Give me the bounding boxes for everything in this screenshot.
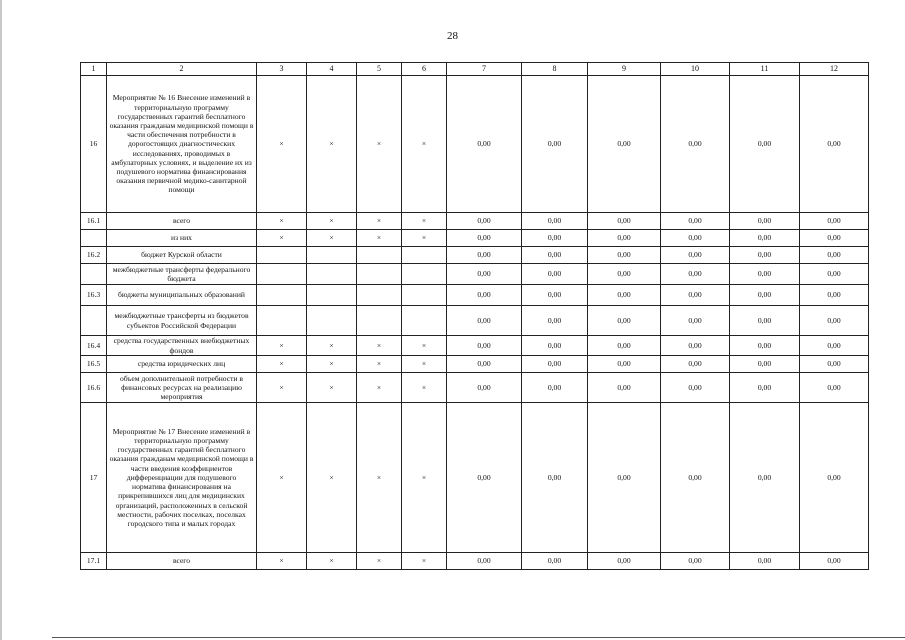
cell-col3 xyxy=(257,264,307,285)
header-cell: 7 xyxy=(447,63,522,76)
row-number xyxy=(81,264,107,285)
cell-col11: 0,00 xyxy=(730,553,800,570)
bottom-rule xyxy=(52,637,905,638)
header-cell: 2 xyxy=(107,63,257,76)
cell-col10: 0,00 xyxy=(661,213,730,230)
table-row xyxy=(81,553,869,570)
header-cell: 3 xyxy=(257,63,307,76)
cell-col7: 0,00 xyxy=(447,306,522,336)
cell-col5 xyxy=(357,264,402,285)
cell-col5: × xyxy=(357,553,402,570)
row-description: бюджеты муниципальных образований xyxy=(107,285,257,306)
cell-col8: 0,00 xyxy=(522,373,588,403)
cell-col11: 0,00 xyxy=(730,213,800,230)
cell-col7: 0,00 xyxy=(447,336,522,356)
cell-col12: 0,00 xyxy=(800,247,869,264)
cell-col6: × xyxy=(402,230,447,247)
cell-col3 xyxy=(257,306,307,336)
cell-col12: 0,00 xyxy=(800,356,869,373)
row-number: 16.6 xyxy=(81,373,107,403)
cell-col9: 0,00 xyxy=(588,264,661,285)
cell-col3: × xyxy=(257,553,307,570)
cell-col6 xyxy=(402,306,447,336)
scan-left-edge xyxy=(0,0,2,640)
cell-col8: 0,00 xyxy=(522,264,588,285)
table-row xyxy=(81,373,869,403)
row-description: объем дополнительной потребности в финансовых ресурсах на реализацию мероприятия xyxy=(107,373,257,403)
row-description: средства юридических лиц xyxy=(107,356,257,373)
cell-col4 xyxy=(307,306,357,336)
header-cell: 10 xyxy=(661,63,730,76)
table-row xyxy=(81,264,869,285)
row-description: всего xyxy=(107,213,257,230)
cell-col8: 0,00 xyxy=(522,285,588,306)
cell-col3: × xyxy=(257,230,307,247)
cell-col4: × xyxy=(307,230,357,247)
cell-col4: × xyxy=(307,76,357,213)
cell-col6: × xyxy=(402,213,447,230)
table-row xyxy=(81,213,869,230)
cell-col9: 0,00 xyxy=(588,306,661,336)
cell-col12: 0,00 xyxy=(800,553,869,570)
header-cell: 5 xyxy=(357,63,402,76)
cell-col4 xyxy=(307,264,357,285)
cell-col4 xyxy=(307,285,357,306)
cell-col11: 0,00 xyxy=(730,356,800,373)
cell-col12: 0,00 xyxy=(800,285,869,306)
row-number: 16 xyxy=(81,76,107,213)
cell-col5: × xyxy=(357,213,402,230)
cell-col12: 0,00 xyxy=(800,403,869,553)
cell-col6 xyxy=(402,285,447,306)
cell-col11: 0,00 xyxy=(730,247,800,264)
header-cell: 12 xyxy=(800,63,869,76)
header-cell: 6 xyxy=(402,63,447,76)
cell-col5: × xyxy=(357,373,402,403)
cell-col3: × xyxy=(257,336,307,356)
cell-col11: 0,00 xyxy=(730,306,800,336)
cell-col10: 0,00 xyxy=(661,553,730,570)
cell-col12: 0,00 xyxy=(800,264,869,285)
cell-col9: 0,00 xyxy=(588,230,661,247)
cell-col8: 0,00 xyxy=(522,336,588,356)
header-cell: 9 xyxy=(588,63,661,76)
cell-col7: 0,00 xyxy=(447,285,522,306)
cell-col5 xyxy=(357,285,402,306)
cell-col7: 0,00 xyxy=(447,553,522,570)
row-number: 16.3 xyxy=(81,285,107,306)
cell-col8: 0,00 xyxy=(522,356,588,373)
cell-col8: 0,00 xyxy=(522,403,588,553)
cell-col8: 0,00 xyxy=(522,306,588,336)
cell-col3: × xyxy=(257,356,307,373)
cell-col5: × xyxy=(357,403,402,553)
cell-col4: × xyxy=(307,403,357,553)
cell-col9: 0,00 xyxy=(588,403,661,553)
row-number: 17 xyxy=(81,403,107,553)
cell-col8: 0,00 xyxy=(522,247,588,264)
cell-col9: 0,00 xyxy=(588,76,661,213)
cell-col9: 0,00 xyxy=(588,247,661,264)
cell-col6: × xyxy=(402,76,447,213)
cell-col3 xyxy=(257,285,307,306)
cell-col9: 0,00 xyxy=(588,213,661,230)
cell-col11: 0,00 xyxy=(730,403,800,553)
cell-col7: 0,00 xyxy=(447,356,522,373)
cell-col3: × xyxy=(257,213,307,230)
cell-col10: 0,00 xyxy=(661,373,730,403)
cell-col10: 0,00 xyxy=(661,230,730,247)
cell-col7: 0,00 xyxy=(447,403,522,553)
cell-col11: 0,00 xyxy=(730,264,800,285)
cell-col11: 0,00 xyxy=(730,76,800,213)
cell-col10: 0,00 xyxy=(661,306,730,336)
cell-col6 xyxy=(402,264,447,285)
cell-col6: × xyxy=(402,336,447,356)
cell-col8: 0,00 xyxy=(522,76,588,213)
table-row xyxy=(81,403,869,553)
cell-col11: 0,00 xyxy=(730,285,800,306)
cell-col7: 0,00 xyxy=(447,213,522,230)
table-row xyxy=(81,356,869,373)
cell-col4: × xyxy=(307,356,357,373)
cell-col9: 0,00 xyxy=(588,336,661,356)
row-description: Мероприятие № 17 Внесение изменений в территориальную программу государственных гарантий бесплатного оказания гражданам медицинской помощи в части введения коэффициентов дифференциации для подушевого норматива финансирования на прикрепившихся лиц для медицинских организаций, расположенных в сельской местности, рабочих поселках, поселках городского типа и малых городах xyxy=(107,403,257,553)
cell-col12: 0,00 xyxy=(800,213,869,230)
table-row xyxy=(81,230,869,247)
budget-table xyxy=(80,62,869,570)
cell-col8: 0,00 xyxy=(522,213,588,230)
cell-col10: 0,00 xyxy=(661,76,730,213)
cell-col6: × xyxy=(402,373,447,403)
cell-col7: 0,00 xyxy=(447,247,522,264)
table-row xyxy=(81,76,869,213)
cell-col3: × xyxy=(257,373,307,403)
cell-col10: 0,00 xyxy=(661,247,730,264)
cell-col9: 0,00 xyxy=(588,373,661,403)
row-number: 16.1 xyxy=(81,213,107,230)
table-row xyxy=(81,336,869,356)
cell-col12: 0,00 xyxy=(800,306,869,336)
cell-col8: 0,00 xyxy=(522,553,588,570)
table-row xyxy=(81,306,869,336)
row-description: межбюджетные трансферты федерального бюджета xyxy=(107,264,257,285)
cell-col5: × xyxy=(357,76,402,213)
row-number xyxy=(81,230,107,247)
cell-col12: 0,00 xyxy=(800,76,869,213)
cell-col5 xyxy=(357,247,402,264)
cell-col9: 0,00 xyxy=(588,285,661,306)
cell-col10: 0,00 xyxy=(661,403,730,553)
header-cell: 11 xyxy=(730,63,800,76)
page-number: 28 xyxy=(447,30,458,42)
row-number: 16.5 xyxy=(81,356,107,373)
cell-col3: × xyxy=(257,76,307,213)
cell-col6: × xyxy=(402,403,447,553)
column-number-header xyxy=(81,63,869,76)
row-description: из них xyxy=(107,230,257,247)
table-row xyxy=(81,285,869,306)
cell-col10: 0,00 xyxy=(661,336,730,356)
row-number xyxy=(81,306,107,336)
table-row xyxy=(81,247,869,264)
cell-col5: × xyxy=(357,356,402,373)
cell-col7: 0,00 xyxy=(447,76,522,213)
cell-col4: × xyxy=(307,373,357,403)
cell-col10: 0,00 xyxy=(661,285,730,306)
cell-col9: 0,00 xyxy=(588,553,661,570)
cell-col10: 0,00 xyxy=(661,356,730,373)
cell-col5: × xyxy=(357,230,402,247)
cell-col10: 0,00 xyxy=(661,264,730,285)
header-cell: 4 xyxy=(307,63,357,76)
row-description: Мероприятие № 16 Внесение изменений в территориальную программу государственных гарантий бесплатного оказания гражданам медицинской помощи в части обеспечения потребности в дорогостоящих диагностических исследованиях, проводимых в амбулаторных условиях, и выделение их из подушевого норматива финансирования оказания первичной медико-санитарной помощи xyxy=(107,76,257,213)
cell-col4: × xyxy=(307,213,357,230)
row-number: 16.2 xyxy=(81,247,107,264)
header-cell: 8 xyxy=(522,63,588,76)
cell-col12: 0,00 xyxy=(800,373,869,403)
cell-col6: × xyxy=(402,356,447,373)
cell-col5 xyxy=(357,306,402,336)
cell-col4: × xyxy=(307,553,357,570)
cell-col5: × xyxy=(357,336,402,356)
row-number: 16.4 xyxy=(81,336,107,356)
row-description: всего xyxy=(107,553,257,570)
cell-col7: 0,00 xyxy=(447,264,522,285)
cell-col3 xyxy=(257,247,307,264)
cell-col8: 0,00 xyxy=(522,230,588,247)
cell-col3: × xyxy=(257,403,307,553)
cell-col4 xyxy=(307,247,357,264)
cell-col9: 0,00 xyxy=(588,356,661,373)
row-number: 17.1 xyxy=(81,553,107,570)
row-description: средства государственных внебюджетных фондов xyxy=(107,336,257,356)
cell-col7: 0,00 xyxy=(447,373,522,403)
cell-col7: 0,00 xyxy=(447,230,522,247)
cell-col11: 0,00 xyxy=(730,230,800,247)
cell-col12: 0,00 xyxy=(800,230,869,247)
cell-col6 xyxy=(402,247,447,264)
cell-col11: 0,00 xyxy=(730,336,800,356)
row-description: межбюджетные трансферты из бюджетов субъектов Российской Федерации xyxy=(107,306,257,336)
cell-col6: × xyxy=(402,553,447,570)
cell-col4: × xyxy=(307,336,357,356)
cell-col11: 0,00 xyxy=(730,373,800,403)
header-cell: 1 xyxy=(81,63,107,76)
row-description: бюджет Курской области xyxy=(107,247,257,264)
cell-col12: 0,00 xyxy=(800,336,869,356)
